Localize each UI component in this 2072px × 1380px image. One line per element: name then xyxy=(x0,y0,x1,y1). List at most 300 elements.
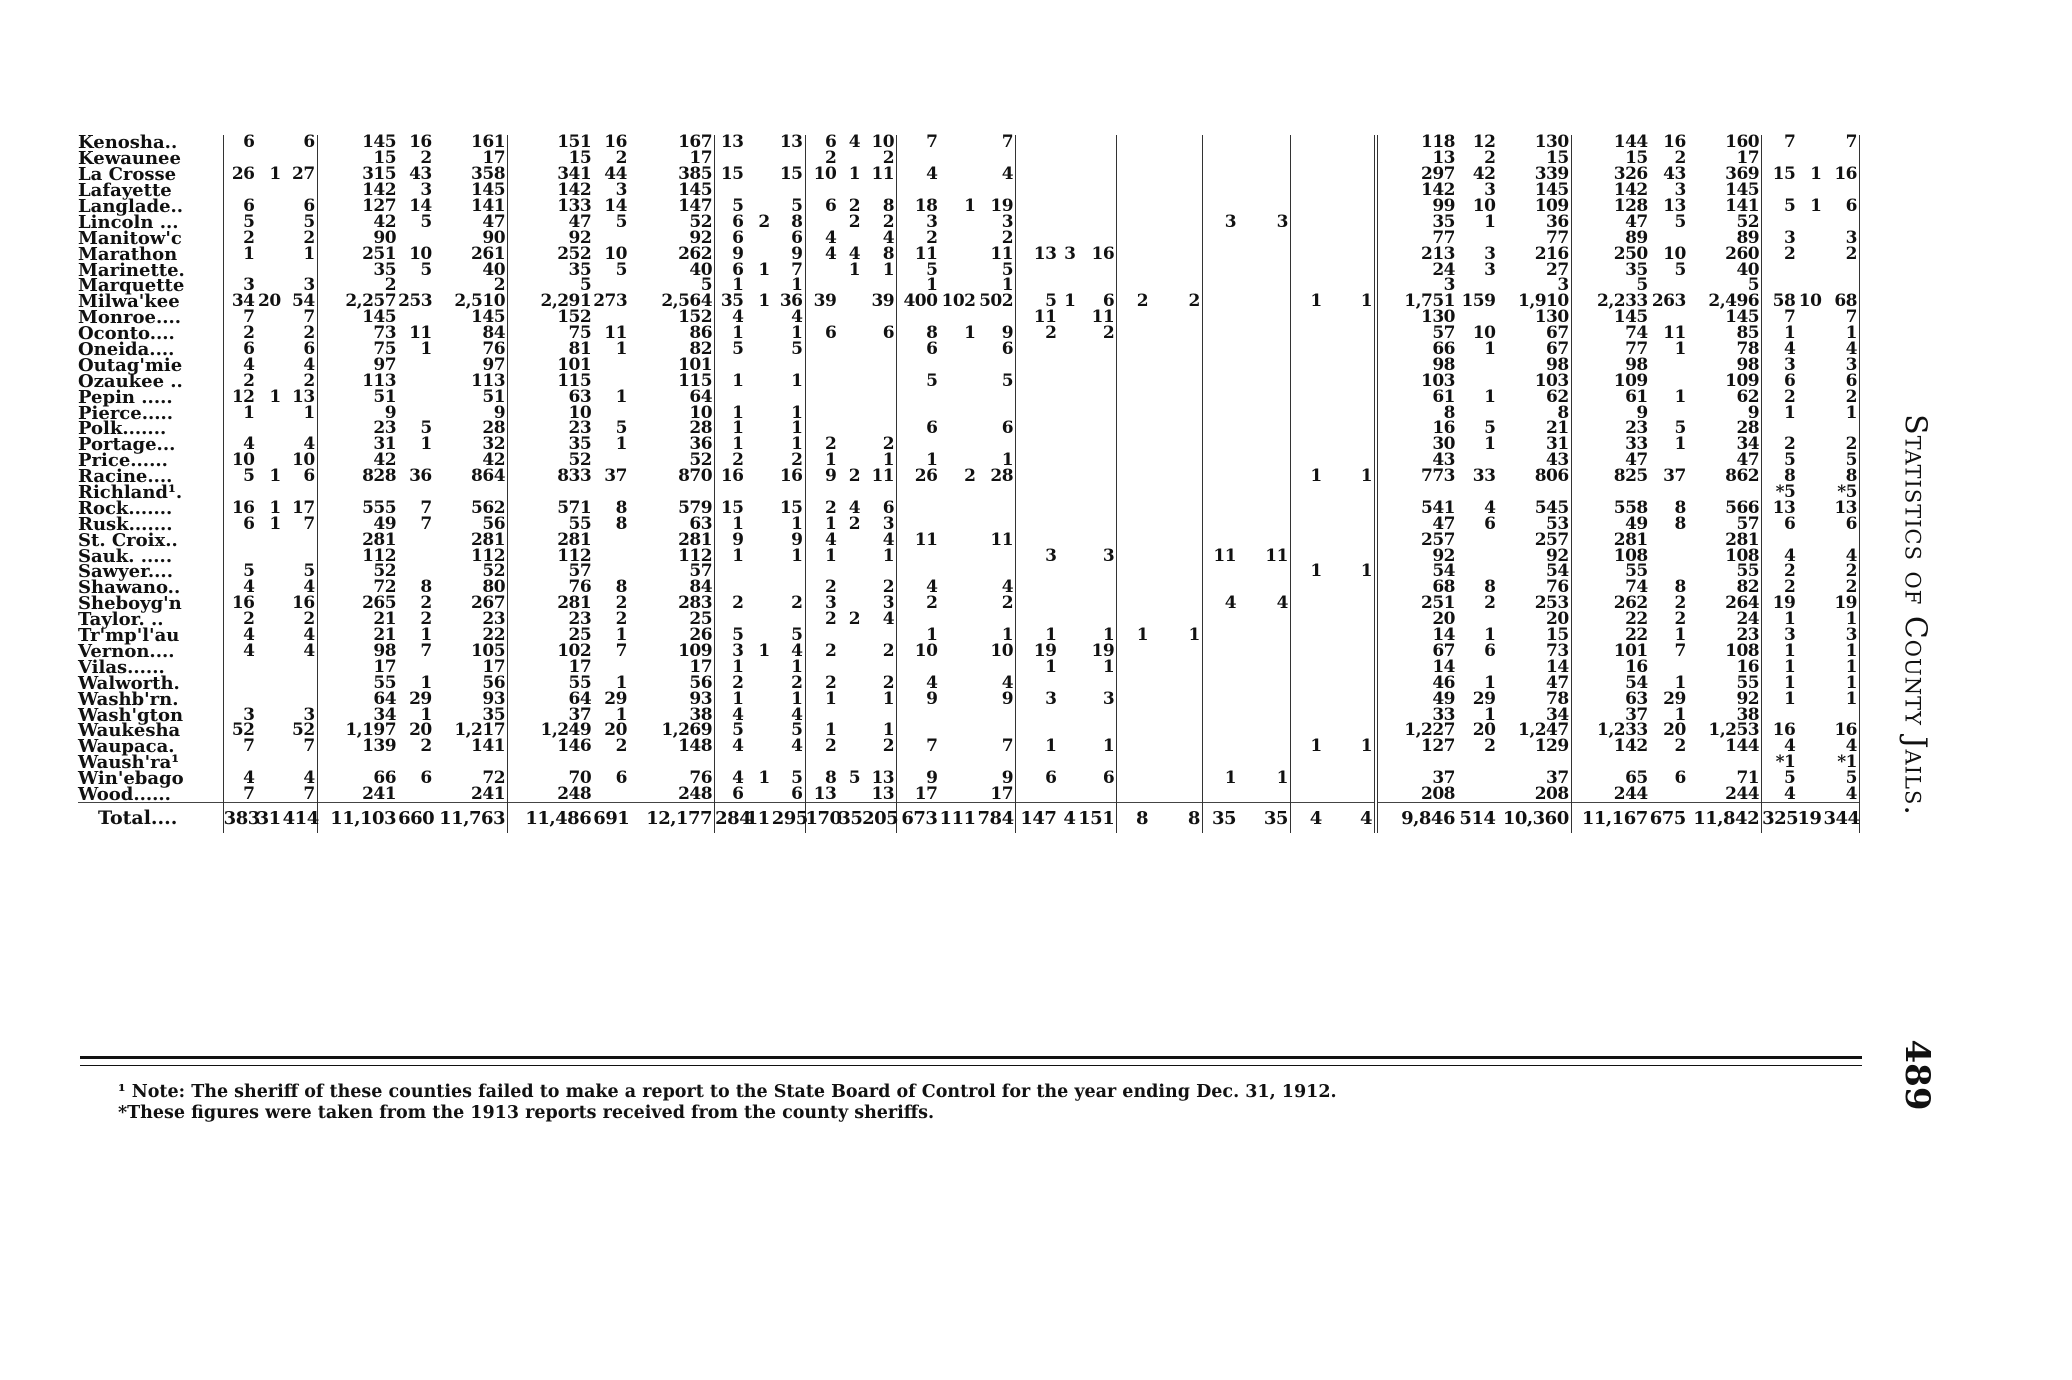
cell-value: 3 xyxy=(1224,211,1237,232)
table-row xyxy=(78,405,1860,421)
cell-value xyxy=(746,310,772,326)
cell-value: 65 xyxy=(1625,768,1648,789)
cell-value: 315 xyxy=(362,164,397,185)
cell-value xyxy=(746,389,772,405)
cell-value: 414 xyxy=(283,803,318,834)
cell-value: 7 xyxy=(283,310,318,326)
cell-value xyxy=(1797,342,1823,358)
cell-value: 36 xyxy=(772,294,805,310)
cell-value xyxy=(1117,739,1150,755)
cell-value: 14 xyxy=(1497,659,1571,675)
cell-value xyxy=(1324,183,1345,199)
cell-value: 7 xyxy=(1823,310,1859,326)
cell-value: 6 xyxy=(243,132,255,153)
cell-value: 35 xyxy=(1202,803,1238,834)
cell-value xyxy=(939,659,977,675)
cell-value xyxy=(1238,151,1259,167)
cell-value: 4 xyxy=(732,307,744,328)
cell-value: 6 xyxy=(1484,640,1496,661)
cell-value xyxy=(939,755,977,771)
footnote-1: ¹ Note: The sheriff of these counties failed to make a report to the State Board of Control for the year ending Dec. 31, 1912. xyxy=(118,1082,1337,1102)
table-row xyxy=(78,294,1860,310)
cell-value xyxy=(1345,500,1376,516)
cell-value: 2 xyxy=(1783,577,1796,598)
cell-value: 1 xyxy=(1484,704,1496,725)
cell-value xyxy=(283,532,318,548)
cell-value: 111 xyxy=(939,803,977,834)
cell-value: 33 xyxy=(1376,707,1457,723)
cell-value xyxy=(939,675,977,691)
cell-value: 1 xyxy=(1064,291,1076,312)
cell-value xyxy=(1202,151,1238,167)
cell-value: 1 xyxy=(1310,291,1322,312)
cell-value: 15 xyxy=(1625,148,1648,169)
cell-value xyxy=(256,326,282,342)
cell-value xyxy=(1150,580,1171,596)
cell-value xyxy=(1016,167,1059,183)
cell-value: 385 xyxy=(629,167,715,183)
cell-value: 4 xyxy=(1823,342,1859,358)
cell-value xyxy=(746,675,772,691)
cell-value: 42 xyxy=(1472,164,1496,185)
cell-value xyxy=(838,739,862,755)
cell-value: 15 xyxy=(720,164,744,185)
cell-value: 2 xyxy=(848,609,861,630)
cell-value xyxy=(1077,787,1116,803)
cell-value xyxy=(1202,310,1238,326)
cell-value xyxy=(1117,707,1150,723)
cell-value: 3 xyxy=(1783,625,1796,646)
cell-value: 1 xyxy=(732,402,744,423)
cell-value xyxy=(1650,787,1688,803)
cell-value: 262 xyxy=(1613,593,1648,614)
cell-value xyxy=(1150,262,1171,278)
cell-value: 80 xyxy=(434,580,508,596)
cell-value xyxy=(746,516,772,532)
cell-value: 691 xyxy=(593,803,629,834)
cell-value: 3 xyxy=(615,180,627,201)
cell-value xyxy=(1259,373,1290,389)
table-row xyxy=(78,787,1860,803)
cell-value xyxy=(1797,707,1823,723)
cell-value: 16 xyxy=(1823,723,1859,739)
cell-value: 2 xyxy=(243,227,255,248)
cell-value: 4 xyxy=(926,672,938,693)
cell-value: 146 xyxy=(557,736,592,757)
cell-value: 20 xyxy=(409,720,432,741)
cell-value: 3 xyxy=(243,275,255,296)
cell-value xyxy=(1058,389,1077,405)
cell-value: 11 xyxy=(1663,323,1686,344)
county-name: Milwa'kee xyxy=(78,294,223,310)
cell-value: 4 xyxy=(243,625,255,646)
cell-value xyxy=(1290,485,1323,501)
cell-value: 6 xyxy=(772,787,805,803)
cell-value xyxy=(1058,199,1077,215)
cell-value: 1 xyxy=(1345,469,1376,485)
cell-value: 7 xyxy=(420,497,432,518)
cell-value xyxy=(1171,151,1202,167)
cell-value: 35 xyxy=(1376,214,1457,230)
cell-value xyxy=(1345,262,1376,278)
cell-value: 161 xyxy=(434,135,508,151)
cell-value: 4 xyxy=(978,580,1016,596)
cell-value: 5 xyxy=(1636,275,1648,296)
cell-value: 341 xyxy=(557,164,592,185)
cell-value: 6 xyxy=(978,342,1016,358)
cell-value: 545 xyxy=(1497,500,1571,516)
cell-value: 63 xyxy=(629,516,715,532)
cell-value: 23 xyxy=(1688,628,1762,644)
cell-value xyxy=(1238,373,1259,389)
cell-value: 22 xyxy=(1625,609,1648,630)
cell-value xyxy=(1016,485,1059,501)
cell-value: 148 xyxy=(629,739,715,755)
cell-value: 57 xyxy=(568,561,592,582)
cell-value: 2 xyxy=(1045,323,1057,344)
cell-value: 2 xyxy=(978,596,1016,612)
cell-value xyxy=(1016,389,1059,405)
cell-value xyxy=(978,500,1016,516)
cell-value: *1 xyxy=(1775,752,1796,773)
cell-value: 1 xyxy=(964,196,976,216)
cell-value xyxy=(1171,167,1202,183)
cell-value: 208 xyxy=(1376,787,1457,803)
cell-value xyxy=(1016,437,1059,453)
cell-value: 9 xyxy=(926,688,938,709)
cell-value: 4 xyxy=(1290,803,1323,834)
cell-value: 6 xyxy=(615,768,627,789)
cell-value: 1 xyxy=(964,323,976,344)
county-name: Outag'mie xyxy=(78,357,223,373)
cell-value: 5 xyxy=(732,720,744,741)
cell-value xyxy=(1457,357,1497,373)
cell-value: 9 xyxy=(732,529,744,550)
cell-value xyxy=(978,485,1016,501)
cell-value: 29 xyxy=(409,688,432,709)
cell-value: 57 xyxy=(1688,516,1762,532)
cell-value: 56 xyxy=(629,675,715,691)
cell-value xyxy=(1016,357,1059,373)
cell-value xyxy=(1324,739,1345,755)
table-row xyxy=(78,628,1860,644)
cell-value xyxy=(772,564,805,580)
cell-value xyxy=(838,628,862,644)
cell-value xyxy=(939,167,977,183)
cell-value xyxy=(862,357,897,373)
cell-value: 10,360 xyxy=(1497,803,1571,834)
cell-value: 44 xyxy=(604,164,627,185)
cell-value: 1 xyxy=(978,278,1016,294)
cell-value xyxy=(1797,453,1823,469)
cell-value: 35 xyxy=(568,434,592,455)
cell-value xyxy=(1238,739,1259,755)
cell-value xyxy=(1171,183,1202,199)
cell-value: 2 xyxy=(772,453,805,469)
cell-value: 33 xyxy=(1625,434,1648,455)
cell-value: 24 xyxy=(1376,262,1457,278)
cell-value: 2 xyxy=(824,434,837,455)
cell-value: 67 xyxy=(1376,644,1457,660)
cell-value: 2 xyxy=(1674,593,1686,614)
cell-value xyxy=(1016,373,1059,389)
cell-value xyxy=(746,135,772,151)
cell-value: 85 xyxy=(1688,326,1762,342)
cell-value: 1 xyxy=(1783,609,1796,630)
cell-value: 6 xyxy=(243,196,255,216)
cell-value: 15 xyxy=(373,148,397,169)
cell-value xyxy=(838,437,862,453)
cell-value: 265 xyxy=(362,593,397,614)
cell-value: 21 xyxy=(373,609,397,630)
cell-value xyxy=(1797,485,1823,501)
cell-value: 10 xyxy=(283,453,318,469)
cell-value xyxy=(1171,532,1202,548)
cell-value: 27 xyxy=(1497,262,1571,278)
cell-value: 103 xyxy=(1497,373,1571,389)
cell-value xyxy=(1150,564,1171,580)
cell-value xyxy=(1324,389,1345,405)
table-row xyxy=(78,469,1860,485)
cell-value: 2 xyxy=(420,593,432,614)
cell-value: 37 xyxy=(568,704,592,725)
cell-value xyxy=(283,675,318,691)
cell-value xyxy=(1324,405,1345,421)
cell-value: 4 xyxy=(862,532,897,548)
cell-value xyxy=(1290,135,1323,151)
cell-value: 145 xyxy=(362,307,397,328)
cell-value: 1 xyxy=(772,326,805,342)
cell-value xyxy=(1016,580,1059,596)
cell-value: 75 xyxy=(373,339,397,360)
cell-value xyxy=(1150,596,1171,612)
cell-value: 92 xyxy=(1376,548,1457,564)
cell-value: 35 xyxy=(720,291,744,312)
cell-value xyxy=(1016,342,1059,358)
table-row xyxy=(78,548,1860,564)
cell-value: 37 xyxy=(1625,704,1648,725)
cell-value xyxy=(223,532,256,548)
cell-value xyxy=(1077,405,1116,421)
cell-value: 1 xyxy=(1310,466,1322,487)
cell-value: 1 xyxy=(732,545,744,566)
cell-value xyxy=(1238,580,1259,596)
cell-value: 33 xyxy=(1472,466,1496,487)
cell-value xyxy=(256,771,282,787)
cell-value: 141 xyxy=(1688,199,1762,215)
cell-value xyxy=(1345,373,1376,389)
cell-value: 5 xyxy=(1674,259,1686,280)
cell-value: 52 xyxy=(231,720,255,741)
bottom-double-rule xyxy=(80,1056,1862,1066)
cell-value: 54 xyxy=(283,294,318,310)
cell-value: 6 xyxy=(732,211,744,232)
cell-value xyxy=(939,787,977,803)
cell-value xyxy=(838,564,862,580)
county-name: Pepin ..... xyxy=(78,389,223,405)
table-row xyxy=(78,389,1860,405)
cell-value xyxy=(1797,230,1823,246)
cell-value: 2 xyxy=(1484,593,1496,614)
cell-value: 1 xyxy=(824,720,837,741)
cell-value xyxy=(256,214,282,230)
cell-value: 40 xyxy=(1688,262,1762,278)
cell-value xyxy=(1117,389,1150,405)
cell-value xyxy=(1324,469,1345,485)
cell-value: 1 xyxy=(269,497,281,518)
cell-value xyxy=(1016,183,1059,199)
cell-value xyxy=(1238,342,1259,358)
cell-value xyxy=(939,214,977,230)
cell-value xyxy=(1324,755,1345,771)
cell-value: 4 xyxy=(772,644,805,660)
cell-value xyxy=(1117,246,1150,262)
cell-value: 1 xyxy=(772,659,805,675)
cell-value: 2 xyxy=(1674,736,1686,757)
cell-value: 1 xyxy=(1783,402,1796,423)
cell-value xyxy=(1058,151,1077,167)
cell-value: 6 xyxy=(283,135,318,151)
cell-value: 1 xyxy=(1484,625,1496,646)
cell-value xyxy=(1150,675,1171,691)
cell-value: 89 xyxy=(1688,230,1762,246)
cell-value: 74 xyxy=(1625,577,1648,598)
cell-value: 2 xyxy=(862,739,897,755)
cell-value: 4 xyxy=(732,736,744,757)
cell-value: 5 xyxy=(732,196,744,216)
cell-value xyxy=(1797,564,1823,580)
cell-value: 514 xyxy=(1457,803,1497,834)
cell-value: 261 xyxy=(434,246,508,262)
cell-value: 281 xyxy=(1613,529,1648,550)
cell-value: 47 xyxy=(1625,211,1648,232)
cell-value xyxy=(1259,469,1290,485)
cell-value: 2 xyxy=(772,675,805,691)
cell-value xyxy=(939,421,977,437)
footnote-2: *These figures were taken from the 1913 reports received from the county sheriffs. xyxy=(118,1103,935,1123)
cell-value: 31 xyxy=(256,803,282,834)
cell-value: 21 xyxy=(373,625,397,646)
cell-value xyxy=(398,357,434,373)
cell-value: 82 xyxy=(629,342,715,358)
cell-value: 8 xyxy=(1376,405,1457,421)
cell-value: 16 xyxy=(604,132,627,153)
cell-value xyxy=(1290,421,1323,437)
cell-value: 253 xyxy=(398,291,433,312)
table-row xyxy=(78,342,1860,358)
cell-value xyxy=(1650,357,1688,373)
cell-value: 4 xyxy=(1783,339,1796,360)
cell-value: 213 xyxy=(1376,246,1457,262)
cell-value xyxy=(1238,230,1259,246)
cell-value xyxy=(1171,644,1202,660)
cell-value: 46 xyxy=(1376,675,1457,691)
cell-value: 4 xyxy=(772,739,805,755)
cell-value: 1 xyxy=(758,259,770,280)
cell-value xyxy=(1290,262,1323,278)
cell-value: 400 xyxy=(903,291,938,312)
cell-value xyxy=(1171,516,1202,532)
cell-value: 76 xyxy=(568,577,592,598)
cell-value xyxy=(256,548,282,564)
cell-value xyxy=(1345,437,1376,453)
cell-value xyxy=(746,723,772,739)
cell-value: 1 xyxy=(1310,736,1322,757)
cell-value: 3 xyxy=(926,211,938,232)
cell-value xyxy=(1077,564,1116,580)
cell-value: 2 xyxy=(848,211,861,232)
cell-value xyxy=(223,675,256,691)
cell-value: 39 xyxy=(862,294,897,310)
cell-value: 7 xyxy=(1783,307,1796,328)
cell-value: 2 xyxy=(848,513,861,534)
cell-value: 1 xyxy=(772,516,805,532)
cell-value xyxy=(939,405,977,421)
cell-value: 297 xyxy=(1376,167,1457,183)
cell-value xyxy=(1150,739,1171,755)
cell-value: 1 xyxy=(615,704,627,725)
cell-value: 205 xyxy=(862,803,897,834)
cell-value: 3 xyxy=(1823,628,1859,644)
cell-value xyxy=(1202,437,1238,453)
cell-value: 34 xyxy=(1497,707,1571,723)
cell-value: 2 xyxy=(434,278,508,294)
cell-value: 4 xyxy=(862,230,897,246)
cell-value: 67 xyxy=(1497,326,1571,342)
cell-value xyxy=(1171,373,1202,389)
cell-value: 5 xyxy=(420,259,432,280)
cell-value xyxy=(1324,214,1345,230)
cell-value: 241 xyxy=(434,787,508,803)
cell-value: 8 xyxy=(615,497,627,518)
cell-value: 6 xyxy=(926,339,938,360)
cell-value: 127 xyxy=(362,196,397,216)
cell-value xyxy=(939,389,977,405)
cell-value xyxy=(1238,485,1259,501)
cell-value: 2 xyxy=(824,148,837,169)
cell-value: *1 xyxy=(1823,755,1859,771)
cell-value xyxy=(978,548,1016,564)
cell-value: 145 xyxy=(434,310,508,326)
cell-value: 6 xyxy=(1823,373,1859,389)
cell-value xyxy=(1238,421,1259,437)
cell-value xyxy=(838,707,862,723)
cell-value xyxy=(1202,262,1238,278)
cell-value: 1 xyxy=(1484,672,1496,693)
cell-value: 38 xyxy=(1688,707,1762,723)
cell-value xyxy=(1345,310,1376,326)
cell-value: 3 xyxy=(1045,688,1057,709)
cell-value xyxy=(1324,723,1345,739)
county-name: Langlade.. xyxy=(78,199,223,215)
cell-value: 10 xyxy=(978,644,1016,660)
cell-value: 17 xyxy=(978,787,1016,803)
cell-value: 128 xyxy=(1613,196,1648,216)
cell-value: 828 xyxy=(362,466,397,487)
cell-value: 43 xyxy=(1497,453,1571,469)
cell-value xyxy=(1238,644,1259,660)
cell-value xyxy=(1324,230,1345,246)
cell-value xyxy=(1202,691,1238,707)
county-name: Manitow'c xyxy=(78,230,223,246)
cell-value xyxy=(1058,628,1077,644)
cell-value: 251 xyxy=(1376,596,1457,612)
cell-value xyxy=(1150,373,1171,389)
cell-value: 5 xyxy=(1823,771,1859,787)
cell-value: 62 xyxy=(1688,389,1762,405)
cell-value xyxy=(1202,183,1238,199)
cell-value: 1,910 xyxy=(1497,294,1571,310)
